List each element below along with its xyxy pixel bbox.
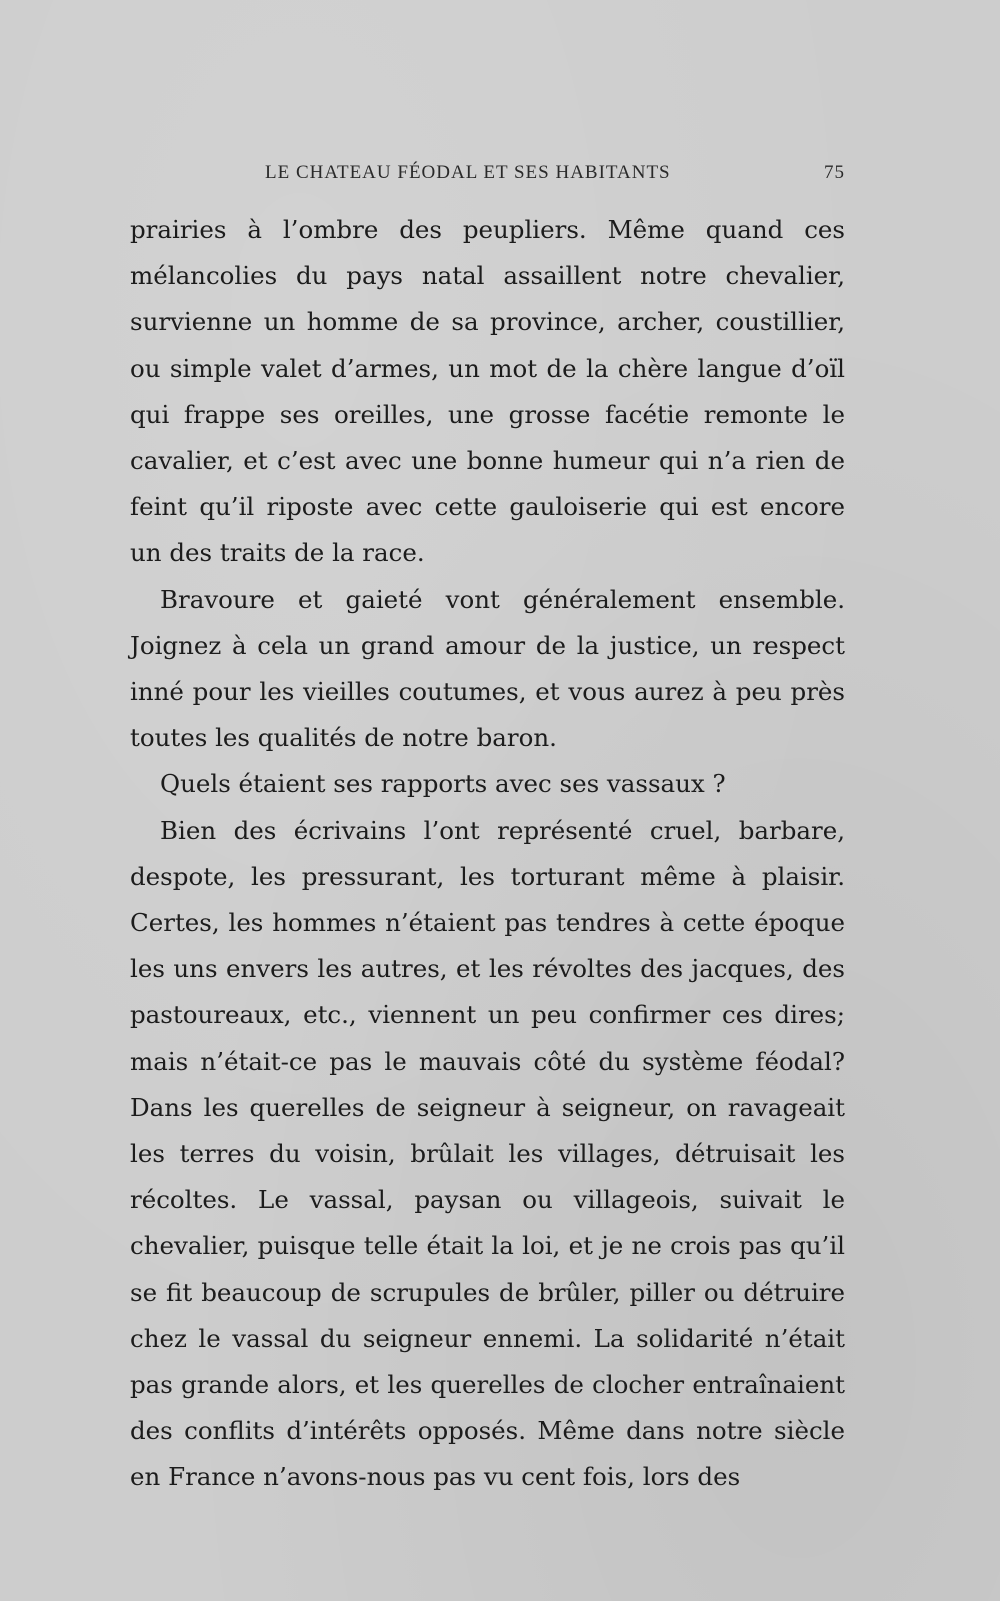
page-number: 75 xyxy=(824,162,845,183)
paragraph-question: Quels étaient ses rapports avec ses vassaux ? xyxy=(160,769,726,799)
running-title: LE CHATEAU FÉODAL ET SES HABITANTS xyxy=(265,162,671,183)
paragraph-bravoure: Bravoure et gaieté vont généralement ensemble. Joignez à cela un grand amour de la justice, un respect inné pour les vieilles coutumes, et vous aurez à peu près toutes les qualités de notre baron. xyxy=(130,584,845,753)
running-head xyxy=(130,162,845,192)
paragraph-continuation: prairies à l’ombre des peupliers. Même quand ces mélancolies du pays natal assaillent notre chevalier, survienne un homme de sa province, archer, coustillier, ou simple valet d’armes, un mot de la chère langue d’oïl qui frappe ses oreilles, une grosse facétie remonte le cavalier, et c’est avec une bonne humeur qui n’a rien de feint qu’il riposte avec cette gauloiserie qui est encore un des traits de la race. xyxy=(130,215,845,568)
paragraph-ecrivains: Bien des écrivains l’ont représenté cruel, barbare, despote, les pressurant, les torturant même à plaisir. Certes, les hommes n’étaient pas tendres à cette époque les uns envers les autres, et les révoltes des jacques, des pastoureaux, etc., viennent un peu confirmer ces dires; mais n’était-ce pas le mauvais côté du système féodal? Dans les querelles de seigneur à seigneur, on ravageait les terres du voisin, brûlait les villages, détruisait les récoltes. Le vassal, paysan ou villageois, suivait le chevalier, puisque telle était la loi, et je ne crois pas qu’il se fit beaucoup de scrupules de brûler, piller ou détruire chez le vassal du seigneur ennemi. La solidarité n’était pas grande alors, et les querelles de clocher entraînaient des conflits d’intérêts opposés. Même dans notre siècle en France n’avons-nous pas vu cent fois, lors des xyxy=(130,815,845,1492)
body-text xyxy=(130,207,845,1501)
